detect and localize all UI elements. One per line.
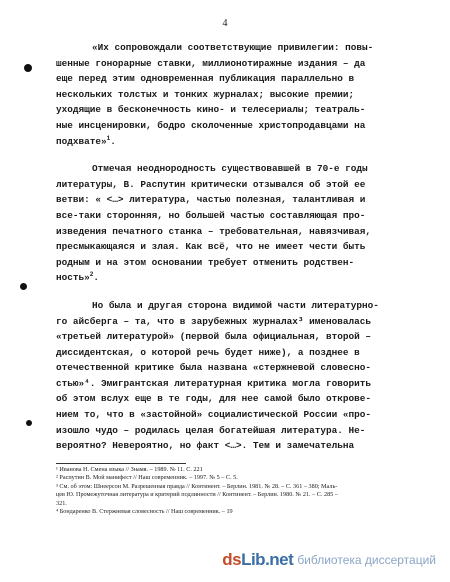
text-line: вероятно? Невероятно, но факт <…>. Тем и замечательна: [56, 440, 355, 452]
text-line: ные инсценировки, бодро сколоченные христопродавцами на: [56, 119, 366, 131]
footnote-line: цев Ю. Промежуточная литература и критерий подлинности // Континент. – Берлин. 1980. № 21. – С. 285 –: [56, 491, 338, 499]
text-line: ность»$^2$.: [56, 271, 100, 284]
footnote-reference[interactable]: 2: [89, 271, 94, 279]
footnote-divider: [56, 463, 186, 464]
dslib-watermark[interactable]: [222, 546, 436, 574]
text-line: ветви: « <…> литература, частью полезная, талантливая и: [56, 194, 366, 206]
text-line: отечественной критике была названа «стержневой словесно-: [56, 362, 372, 374]
text-line: подхвате»$^1$.: [56, 134, 116, 147]
text-line: нескольких толстых и тонких журналах; высокие премии;: [56, 88, 355, 100]
footnote-line: ⁴ Бондаренко В. Стержневая словесность // Наш современник. – 19: [56, 508, 233, 516]
footnote-line: ¹ Иванова Н. Смена языка // Знамя. – 1989. № 11. С. 221: [56, 466, 203, 473]
text-line: пресмыкающаяся и злая. Как всё, что не имеет чести быть: [56, 241, 366, 253]
text-line: шенные гонорарные ставки, миллионотиражные издания – да: [56, 57, 366, 69]
ink-blot: [20, 283, 27, 290]
text-line: изведения печатного станка – требовательная, навязчивая,: [56, 225, 372, 237]
footnotes: [56, 466, 416, 516]
text-line: все-таки сторонняя, но большей частью составляющая про-: [56, 209, 366, 221]
text-line: родным и на этом основании требует отменить родствен-: [56, 256, 355, 268]
ink-blot: [24, 64, 32, 72]
ink-blot: [26, 420, 32, 426]
text-line: Но была и другая сторона видимой части литературно-: [92, 299, 379, 311]
text-line: литературы, В. Распутин критически отзывался об этой ее: [56, 178, 366, 190]
text-line: «третьей литературой» (первой была официальная, второй –: [56, 331, 372, 343]
footnote-line: 321.: [56, 499, 67, 507]
paragraph-rasputin: [56, 161, 412, 286]
text-line: го айсберга – та, что в зарубежных журналах³ именовалась: [56, 315, 372, 327]
footnote-reference[interactable]: 1: [106, 134, 111, 142]
dslib-tagline: библиотека диссертаций: [297, 553, 436, 567]
text-line: нием то, что в «застойной» социалистической России «про-: [56, 409, 372, 421]
text-line: изошло чудо – родилась целая богатейшая литература. Не-: [56, 424, 366, 436]
footnote-line: ² Распутин В. Мой манифест // Наш современник. – 1997. № 5 – С. 5.: [56, 474, 238, 482]
text-line: Отмечая неоднородность существовавшей в 70-е годы: [92, 163, 368, 175]
dslib-logo: dsLib.net: [222, 550, 294, 569]
text-line: «Их сопровождали соответствующие привилегии: повы-: [92, 42, 374, 53]
page-number: 4: [222, 18, 228, 29]
paragraph-emigrant-criticism: [56, 298, 412, 454]
text-line: еще перед этим одновременная публикация параллельно в: [56, 73, 355, 85]
text-line: уходящие в бесконечность кино- и телесериалы; театраль-: [56, 104, 366, 116]
footnote-line: ³ См. об этом: Шнеерсон М. Разрешенная правда // Континент. – Берлин. 1981. № 28. – С. 361 – 380; Маль-: [56, 482, 338, 490]
document-body: [56, 40, 412, 466]
text-line: стью»⁴. Эмигрантская литературная критика могла говорить: [56, 377, 372, 389]
text-line: диссидентская, о которой речь будет ниже), а позднее в: [56, 346, 360, 358]
text-line: об этом вслух еще в те годы, для нее самой было открове-: [56, 393, 372, 405]
paragraph-quote: [56, 40, 412, 149]
